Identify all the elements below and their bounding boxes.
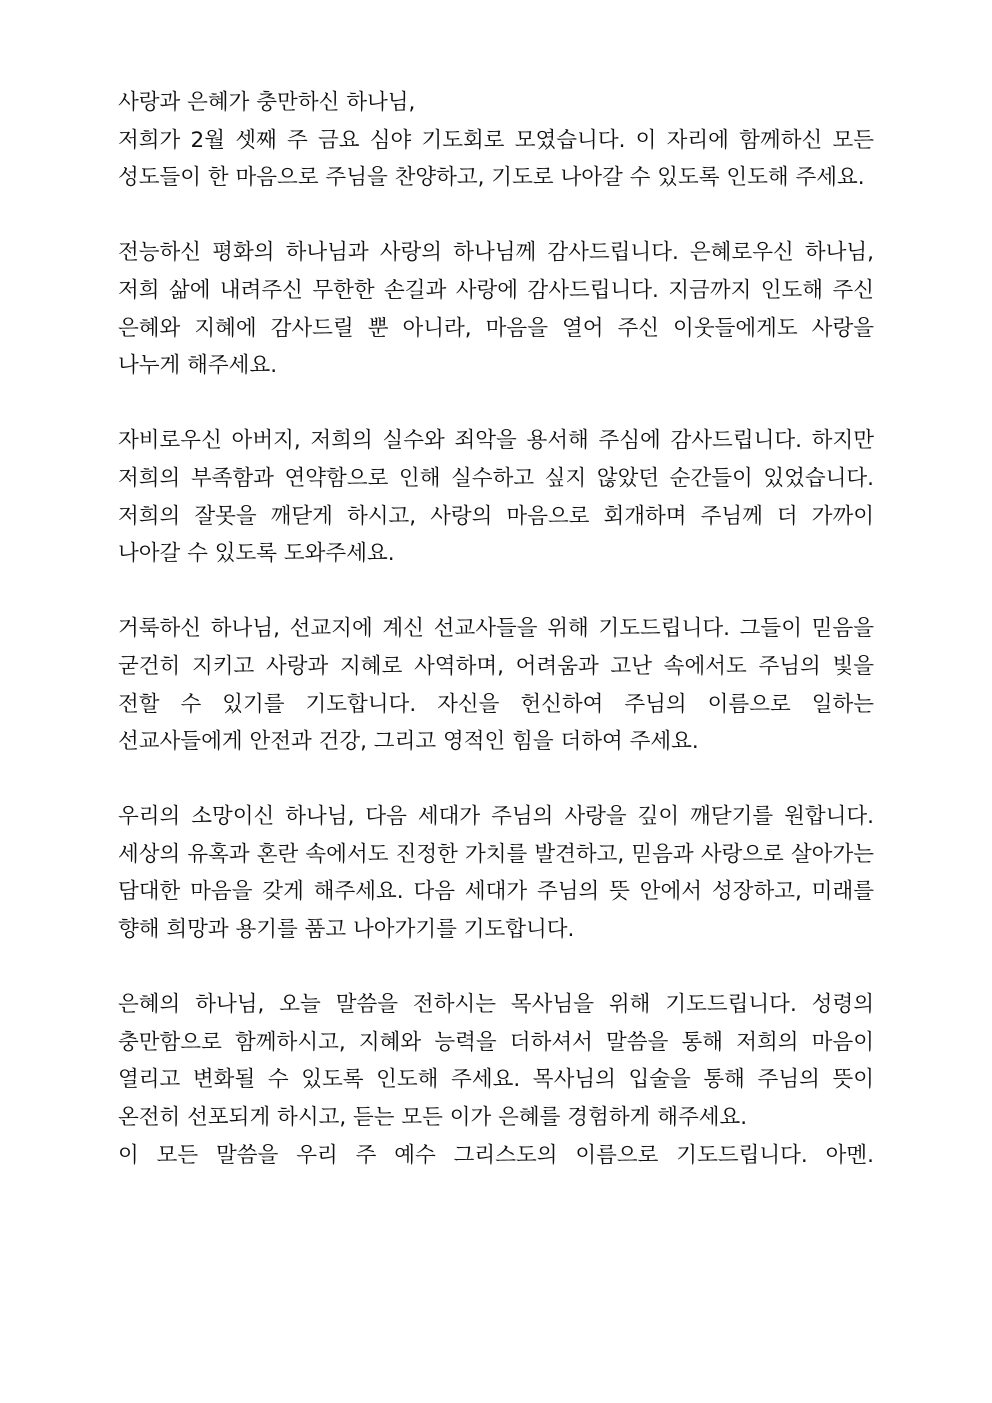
paragraph-repentance: 자비로우신 아버지, 저희의 실수와 죄악을 용서해 주심에 감사드립니다. 하지만 저희의 부족함과 연약함으로 인해 실수하고 싶지 않았던 순간들이 있었습니다. 저희의 잘못을 깨닫게 하시고, 사랑의 마음으로 회개하며 주님께 더 가까이 나아갈 수 있도록 도와주세요. — [118, 428, 874, 567]
greeting-line: 사랑과 은혜가 충만하신 하나님, — [118, 90, 416, 115]
paragraph-thanksgiving: 전능하신 평화의 하나님과 사랑의 하나님께 감사드립니다. 은혜로우신 하나님, 저희 삶에 내려주신 무한한 손길과 사랑에 감사드립니다. 지금까지 인도해 주신 은혜와 지혜에 감사드릴 뿐 아니라, 마음을 열어 주신 이웃들에게도 사랑을 나누게 해주세요. — [118, 240, 874, 379]
document-page — [118, 84, 874, 1174]
closing-line: 이 모든 말씀을 우리 주 예수 그리스도의 이름으로 기도드립니다. 아멘. — [118, 1142, 874, 1168]
paragraph-opening: 저희가 2월 셋째 주 금요 심야 기도회로 모였습니다. 이 자리에 함께하신 모든 성도들이 한 마음으로 주님을 찬양하고, 기도로 나아갈 수 있도록 인도해 주세요. — [118, 127, 874, 191]
paragraph-pastor: 은혜의 하나님, 오늘 말씀을 전하시는 목사님을 위해 기도드립니다. 성령의 충만함으로 함께하시고, 지혜와 능력을 더하셔서 말씀을 통해 저희의 마음이 열리고 변화될 수 있도록 인도해 주세요. 목사님의 입술을 통해 주님의 뜻이 온전히 선포되게 하시고, 듣는 모든 이가 은혜를 경험하게 해주세요. — [118, 992, 874, 1131]
paragraph-missionaries: 거룩하신 하나님, 선교지에 계신 선교사들을 위해 기도드립니다. 그들이 믿음을 굳건히 지키고 사랑과 지혜로 사역하며, 어려움과 고난 속에서도 주님의 빛을 전할 수 있기를 기도합니다. 자신을 헌신하여 주님의 이름으로 일하는 선교사들에게 안전과 건강, 그리고 영적인 힘을 더하여 주세요. — [118, 616, 874, 755]
paragraph-next-generation: 우리의 소망이신 하나님, 다음 세대가 주님의 사랑을 깊이 깨닫기를 원합니다. 세상의 유혹과 혼란 속에서도 진정한 가치를 발견하고, 믿음과 사랑으로 살아가는 담대한 마음을 갖게 해주세요. 다음 세대가 주님의 뜻 안에서 성장하고, 미래를 향해 희망과 용기를 품고 나아가기를 기도합니다. — [118, 804, 874, 943]
